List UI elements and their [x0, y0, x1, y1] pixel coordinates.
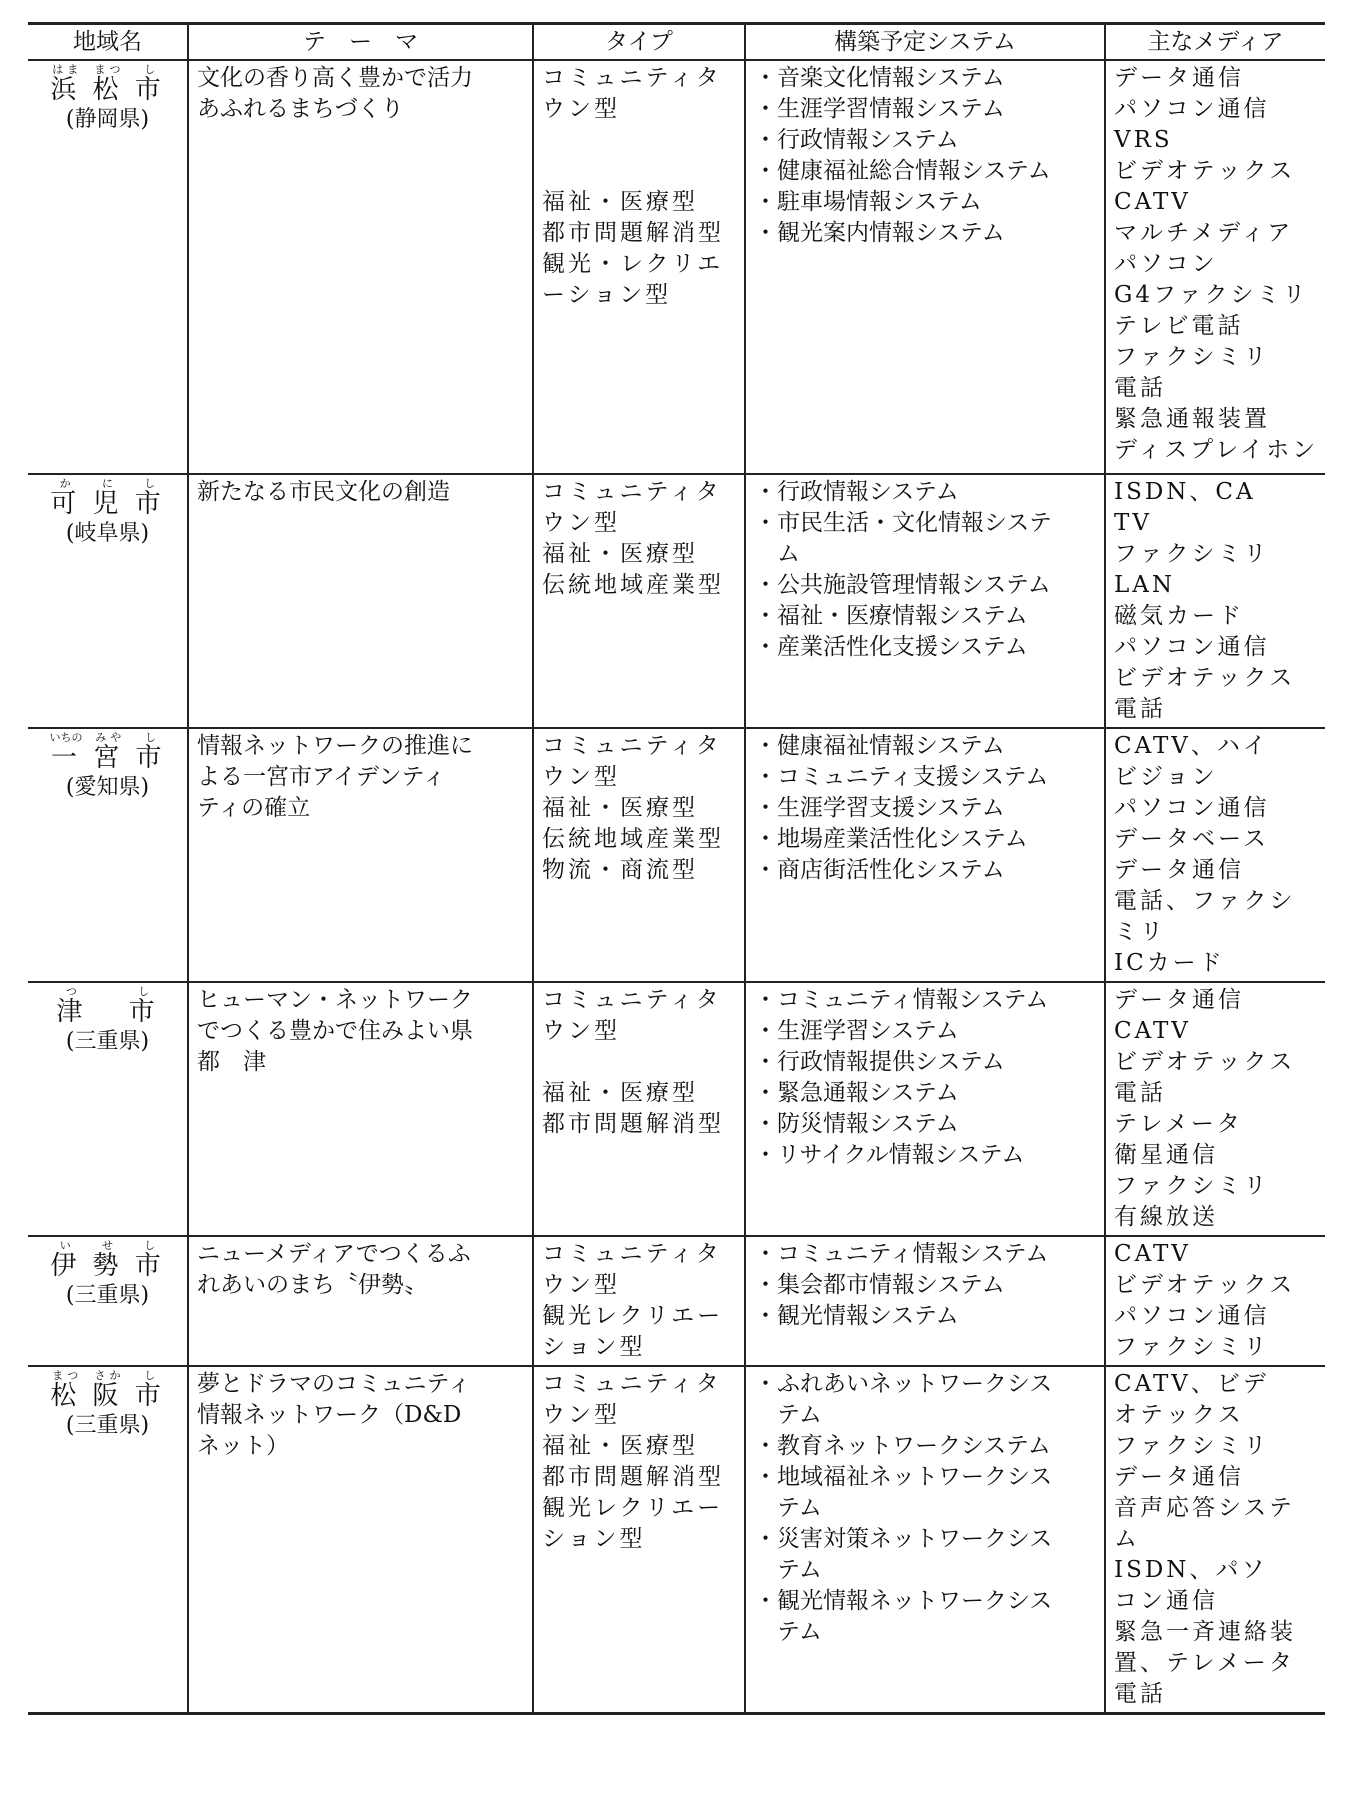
city-char-reading: に — [92, 477, 123, 490]
city-char-reading: し — [134, 63, 165, 76]
region-cell — [28, 60, 188, 474]
type-cell — [533, 728, 745, 982]
header-systems: 構築予定システム — [745, 24, 1105, 61]
systems-line: ・産業活性化支援システム — [754, 634, 1028, 660]
media-line: ビデオテックス — [1114, 158, 1296, 184]
media-line: 電話 — [1114, 696, 1166, 722]
city-char — [128, 985, 159, 1027]
theme-line: 情報ネットワーク（D&D — [197, 1402, 462, 1428]
types-line: 都市問題解消型 — [542, 1464, 724, 1490]
systems-line: テム — [754, 1557, 822, 1583]
media-line: 電話 — [1114, 375, 1166, 401]
city-char-reading: つ — [56, 985, 87, 998]
media-line: ディスプレイホン — [1114, 437, 1319, 463]
city-char-base: 市 — [135, 743, 166, 773]
media-line: テレメータ — [1114, 1111, 1243, 1137]
media-line: TV — [1114, 510, 1152, 536]
media-line: データ通信 — [1114, 857, 1244, 883]
systems-line: ・コミュニティ情報システム — [754, 987, 1049, 1013]
systems-line: ・生涯学習情報システム — [754, 96, 1005, 122]
media-line: 電話 — [1114, 1681, 1166, 1707]
systems-cell — [745, 728, 1105, 982]
city-name — [36, 1239, 179, 1281]
media-line: パソコン通信 — [1114, 795, 1270, 821]
prefecture: (三重県) — [65, 1413, 150, 1438]
city-char-reading: し — [128, 985, 159, 998]
media-line: ファクシミリ — [1114, 541, 1270, 567]
types-line: 伝統地域産業型 — [542, 826, 724, 852]
media-cell — [1105, 1236, 1325, 1366]
media-cell — [1105, 728, 1325, 982]
media-line: 置、テレメータ — [1114, 1650, 1295, 1676]
media-line: ム — [1114, 1526, 1140, 1552]
city-name — [36, 731, 179, 773]
media-line: パソコン通信 — [1114, 96, 1270, 122]
media-line: ファクシミリ — [1114, 344, 1270, 370]
media-line: パソコン — [1114, 251, 1218, 277]
region-systems-table — [28, 22, 1325, 1715]
media-line: パソコン通信 — [1114, 1303, 1270, 1329]
media-line: マルチメディア — [1114, 220, 1294, 246]
systems-cell — [745, 982, 1105, 1236]
systems-line: ・緊急通報システム — [754, 1080, 959, 1106]
city-char-reading: い — [50, 1239, 81, 1252]
media-line: 衛星通信 — [1114, 1142, 1218, 1168]
systems-line: ・観光情報システム — [754, 1303, 959, 1329]
city-char-base: 宮 — [93, 743, 124, 773]
media-line: データ通信 — [1114, 65, 1244, 91]
media-line: ビデオテックス — [1114, 1049, 1296, 1075]
type-cell — [533, 60, 745, 474]
types-line: ウン型 — [542, 764, 620, 790]
types-line: ウン型 — [542, 1018, 620, 1044]
types-line: 福祉・医療型 — [542, 795, 698, 821]
systems-line: ・防災情報システム — [754, 1111, 959, 1137]
theme-line: 文化の香り高く豊かで活力 — [197, 65, 473, 91]
type-cell — [533, 1236, 745, 1366]
media-line: ファクシミリ — [1114, 1173, 1270, 1199]
city-char-reading: し — [135, 731, 166, 744]
media-line: ISDN、CA — [1114, 479, 1256, 505]
city-char — [50, 1239, 81, 1281]
theme-line: 情報ネットワークの推進に — [197, 733, 473, 759]
theme-cell — [188, 1236, 533, 1366]
systems-cell — [745, 474, 1105, 728]
systems-line: ・行政情報提供システム — [754, 1049, 1005, 1075]
theme-line: でつくる豊かで住みよい県 — [197, 1018, 473, 1044]
city-char-reading: みや — [93, 731, 124, 744]
city-char — [49, 731, 83, 773]
types-line: 観光・レクリエ — [542, 251, 724, 277]
types-line: コミュニティタ — [542, 1371, 722, 1397]
systems-line: ・行政情報システム — [754, 479, 959, 505]
systems-cell — [745, 60, 1105, 474]
theme-cell — [188, 728, 533, 982]
media-line: オテックス — [1114, 1402, 1244, 1428]
media-line: ビデオテックス — [1114, 1272, 1296, 1298]
prefecture: (愛知県) — [65, 775, 150, 800]
table-row — [28, 982, 1325, 1236]
header-region: 地域名 — [28, 24, 188, 61]
types-line: 福祉・医療型 — [542, 1433, 698, 1459]
types-line: 観光レクリエー — [542, 1303, 724, 1329]
city-char-reading: はま — [50, 63, 81, 76]
types-line: ション型 — [542, 1526, 646, 1552]
blank-line — [542, 156, 736, 187]
systems-line: ・災害対策ネットワークシス — [754, 1526, 1053, 1552]
types-line: 伝統地域産業型 — [542, 572, 724, 598]
city-char — [92, 1239, 123, 1281]
types-line: コミュニティタ — [542, 65, 722, 91]
prefecture: (三重県) — [65, 1283, 150, 1308]
city-name — [36, 1369, 179, 1411]
theme-line: ネット） — [197, 1433, 289, 1459]
systems-line: ム — [754, 541, 800, 567]
type-cell — [533, 982, 745, 1236]
city-char-base: 勢 — [92, 1251, 123, 1281]
city-name — [36, 985, 179, 1027]
media-line: 電話、ファクシ — [1114, 888, 1296, 914]
types-line: 福祉・医療型 — [542, 189, 698, 215]
table-row — [28, 60, 1325, 474]
table-body — [28, 60, 1325, 1714]
city-char — [134, 477, 165, 519]
types-line: コミュニティタ — [542, 733, 722, 759]
systems-line: ・観光案内情報システム — [754, 220, 1005, 246]
systems-line: ・市民生活・文化情報システ — [754, 510, 1052, 536]
region-cell — [28, 474, 188, 728]
city-char-reading: せ — [92, 1239, 123, 1252]
theme-line: ティの確立 — [197, 795, 311, 821]
theme-line: 夢とドラマのコミュニティ — [197, 1371, 471, 1397]
theme-cell — [188, 1366, 533, 1714]
systems-line: ・健康福祉情報システム — [754, 733, 1005, 759]
blank-line — [542, 1047, 736, 1078]
types-line: ウン型 — [542, 1272, 620, 1298]
media-line: コン通信 — [1114, 1588, 1218, 1614]
systems-line: ・生涯学習支援システム — [754, 795, 1005, 821]
systems-line: ・ふれあいネットワークシス — [754, 1371, 1053, 1397]
city-char-reading: いちの — [49, 731, 83, 744]
city-char — [134, 63, 165, 105]
media-line: G4ファクシミリ — [1114, 282, 1309, 308]
city-char — [50, 477, 81, 519]
theme-line: よる一宮市アイデンティ — [197, 764, 446, 790]
systems-line: テム — [754, 1402, 822, 1428]
systems-line: ・音楽文化情報システム — [754, 65, 1005, 91]
type-cell — [533, 1366, 745, 1714]
types-line: 観光レクリエー — [542, 1495, 724, 1521]
media-line: ファクシミリ — [1114, 1334, 1270, 1360]
prefecture: (静岡県) — [65, 107, 150, 132]
media-line: ビジョン — [1114, 764, 1218, 790]
city-char — [92, 1369, 123, 1411]
systems-line: ・生涯学習システム — [754, 1018, 959, 1044]
city-char — [92, 477, 123, 519]
city-char — [135, 731, 166, 773]
media-line: ビデオテックス — [1114, 665, 1296, 691]
types-line: ウン型 — [542, 96, 620, 122]
city-char — [50, 1369, 81, 1411]
types-line: コミュニティタ — [542, 1241, 722, 1267]
header-theme: テ ー マ — [188, 24, 533, 61]
systems-cell — [745, 1236, 1105, 1366]
media-line: データベース — [1114, 826, 1269, 852]
city-char — [93, 731, 124, 773]
city-char-base: 児 — [92, 489, 123, 519]
city-char-base: 市 — [134, 1381, 165, 1411]
systems-line: ・地域福祉ネットワークシス — [754, 1464, 1053, 1490]
media-line: ICカード — [1114, 950, 1225, 976]
media-line: 緊急通報装置 — [1114, 406, 1270, 432]
city-char-base: 可 — [50, 489, 81, 519]
systems-line: ・商店街活性化システム — [754, 857, 1005, 883]
types-line: コミュニティタ — [542, 987, 722, 1013]
city-char-base: 市 — [134, 75, 165, 105]
table-row — [28, 1366, 1325, 1714]
media-line: 緊急一斉連絡装 — [1114, 1619, 1296, 1645]
media-line: 磁気カード — [1114, 603, 1244, 629]
systems-line: ・駐車場情報システム — [754, 189, 982, 215]
type-cell — [533, 474, 745, 728]
city-char-base: 浜 — [50, 75, 81, 105]
city-char — [92, 63, 123, 105]
header-type: タイプ — [533, 24, 745, 61]
city-char-reading: まつ — [50, 1369, 81, 1382]
systems-line: ・健康福祉総合情報システム — [754, 158, 1051, 184]
media-line: ファクシミリ — [1114, 1433, 1270, 1459]
theme-line: あふれるまちづくり — [197, 96, 404, 122]
types-line: ーション型 — [542, 282, 672, 308]
media-line: パソコン通信 — [1114, 634, 1270, 660]
systems-line: ・集会都市情報システム — [754, 1272, 1005, 1298]
media-line: CATV — [1114, 189, 1191, 215]
city-char-reading: し — [134, 477, 165, 490]
theme-line: 都 津 — [197, 1049, 266, 1075]
city-char-base: 市 — [128, 997, 159, 1027]
city-char-base: 市 — [134, 1251, 165, 1281]
media-line: ISDN、パソ — [1114, 1557, 1268, 1583]
header-row — [28, 24, 1325, 61]
city-name — [36, 63, 179, 105]
city-char-reading: まつ — [92, 63, 123, 76]
media-line: LAN — [1114, 572, 1176, 598]
systems-line: ・福祉・医療情報システム — [754, 603, 1028, 629]
city-char-base: 一 — [49, 743, 83, 773]
types-line: ウン型 — [542, 510, 620, 536]
city-char — [134, 1369, 165, 1411]
systems-line: ・コミュニティ情報システム — [754, 1241, 1049, 1267]
types-line: 物流・商流型 — [542, 857, 698, 883]
theme-line: れあいのまち〝伊勢〟 — [197, 1272, 427, 1298]
types-line: ウン型 — [542, 1402, 620, 1428]
city-char-reading: し — [134, 1369, 165, 1382]
media-line: CATV — [1114, 1018, 1191, 1044]
media-line: データ通信 — [1114, 987, 1244, 1013]
city-char-reading: し — [134, 1239, 165, 1252]
media-cell — [1105, 1366, 1325, 1714]
systems-line: ・行政情報システム — [754, 127, 959, 153]
prefecture: (岐阜県) — [65, 521, 150, 546]
city-char-base: 津 — [56, 997, 87, 1027]
media-line: CATV — [1114, 1241, 1191, 1267]
systems-line: ・コミュニティ支援システム — [754, 764, 1049, 790]
city-char-base: 伊 — [50, 1251, 81, 1281]
systems-line: テム — [754, 1619, 822, 1645]
theme-cell — [188, 474, 533, 728]
theme-line: ヒューマン・ネットワーク — [197, 987, 473, 1013]
types-line: コミュニティタ — [542, 479, 722, 505]
region-cell — [28, 1366, 188, 1714]
types-line: ション型 — [542, 1334, 646, 1360]
systems-line: ・リサイクル情報システム — [754, 1142, 1025, 1168]
systems-line: ・観光情報ネットワークシス — [754, 1588, 1053, 1614]
theme-cell — [188, 60, 533, 474]
city-char-reading: さか — [92, 1369, 123, 1382]
media-line: CATV、ビデ — [1114, 1371, 1269, 1397]
prefecture: (三重県) — [65, 1029, 150, 1054]
city-char — [50, 63, 81, 105]
header-media: 主なメディア — [1105, 24, 1325, 61]
media-line: CATV、ハイ — [1114, 733, 1269, 759]
region-cell — [28, 982, 188, 1236]
table-row — [28, 474, 1325, 728]
systems-line: ・地場産業活性化システム — [754, 826, 1028, 852]
systems-line: ・公共施設管理情報システム — [754, 572, 1051, 598]
media-line: 音声応答システ — [1114, 1495, 1295, 1521]
systems-line: ・教育ネットワークシステム — [754, 1433, 1051, 1459]
table-header — [28, 24, 1325, 61]
media-cell — [1105, 982, 1325, 1236]
types-line: 都市問題解消型 — [542, 220, 724, 246]
types-line: 福祉・医療型 — [542, 1080, 698, 1106]
city-char — [56, 985, 87, 1027]
region-cell — [28, 1236, 188, 1366]
city-char-base: 市 — [134, 489, 165, 519]
city-char-base: 阪 — [92, 1381, 123, 1411]
types-line: 福祉・医療型 — [542, 541, 698, 567]
region-cell — [28, 728, 188, 982]
media-cell — [1105, 60, 1325, 474]
table-row — [28, 1236, 1325, 1366]
media-line: ミリ — [1114, 919, 1166, 945]
systems-line: テム — [754, 1495, 822, 1521]
city-char — [134, 1239, 165, 1281]
media-cell — [1105, 474, 1325, 728]
table-row — [28, 728, 1325, 982]
systems-cell — [745, 1366, 1105, 1714]
media-line: データ通信 — [1114, 1464, 1244, 1490]
media-line: 電話 — [1114, 1080, 1166, 1106]
theme-line: ニューメディアでつくるふ — [197, 1241, 471, 1267]
media-line: VRS — [1114, 127, 1173, 153]
media-line: 有線放送 — [1114, 1204, 1218, 1230]
theme-line: 新たなる市民文化の創造 — [197, 479, 450, 505]
city-char-base: 松 — [92, 75, 123, 105]
city-char-reading: か — [50, 477, 81, 490]
city-char-base: 松 — [50, 1381, 81, 1411]
media-line: テレビ電話 — [1114, 313, 1244, 339]
city-name — [36, 477, 179, 519]
theme-cell — [188, 982, 533, 1236]
blank-line — [542, 125, 736, 156]
types-line: 都市問題解消型 — [542, 1111, 724, 1137]
